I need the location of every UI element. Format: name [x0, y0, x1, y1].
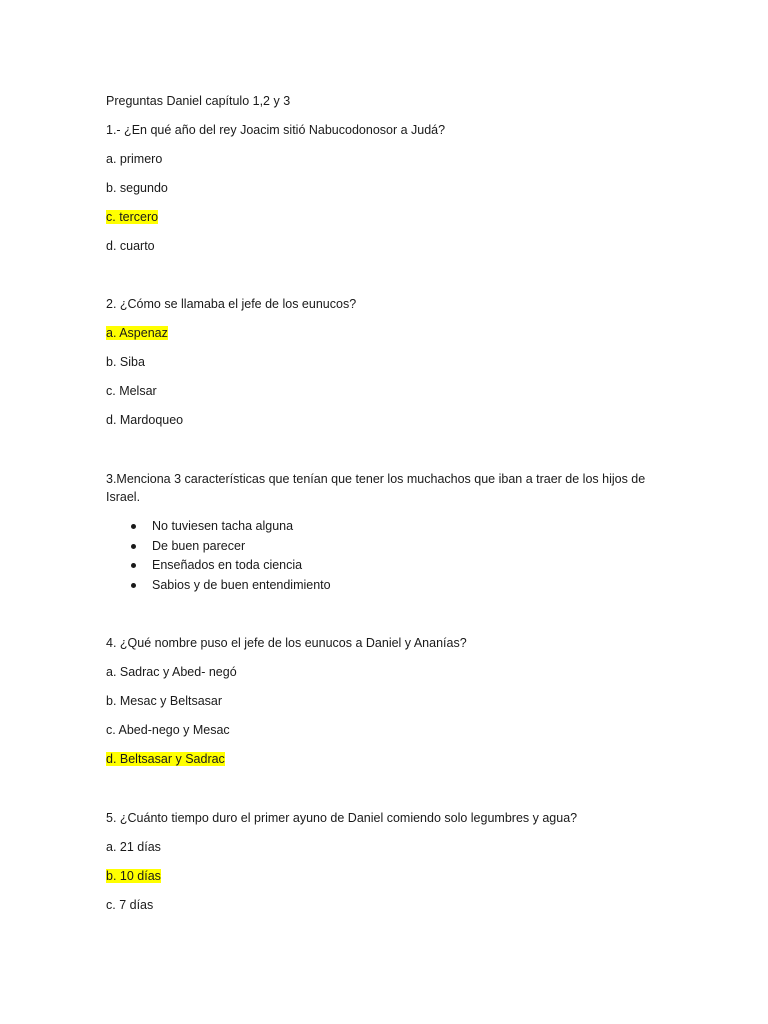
document-title: Preguntas Daniel capítulo 1,2 y 3 — [106, 94, 291, 108]
q1-option-c-answer — [106, 209, 158, 225]
q2-option-c: c. Melsar — [106, 384, 157, 398]
list-item-text: No tuviesen tacha alguna — [152, 519, 294, 533]
question-5: 5. ¿Cuánto tiempo duro el primer ayuno de Daniel comiendo solo legumbres y agua? — [106, 811, 578, 825]
q5-option-a: a. 21 días — [106, 840, 161, 854]
list-item — [106, 576, 331, 596]
highlight-mark: c. tercero — [106, 210, 159, 224]
q2-option-b: b. Siba — [106, 355, 145, 369]
q4-option-a: a. Sadrac y Abed- negó — [106, 665, 237, 679]
bullet-icon — [131, 563, 136, 568]
list-item — [106, 556, 331, 576]
list-item-text: Sabios y de buen entendimiento — [152, 577, 331, 592]
q4-option-d-answer — [106, 751, 225, 767]
q2-option-d: d. Mardoqueo — [106, 413, 184, 427]
q3-bullet-list — [106, 517, 331, 595]
q5-option-c: c. 7 días — [106, 898, 154, 912]
q2-option-a-answer — [106, 325, 168, 341]
highlight-mark: b. 10 días — [106, 869, 161, 883]
q4-option-b: b. Mesac y Beltsasar — [106, 694, 223, 708]
q1-option-a: a. primero — [106, 152, 163, 166]
highlight-mark: a. Aspenaz — [106, 326, 168, 340]
bullet-icon — [131, 583, 136, 588]
list-item-text: De buen parecer — [152, 538, 246, 553]
list-item-text: Enseñados en toda ciencia — [152, 558, 303, 572]
bullet-icon — [131, 544, 136, 549]
question-4: 4. ¿Qué nombre puso el jefe de los eunucos a Daniel y Ananías? — [106, 636, 467, 650]
question-1: 1.- ¿En qué año del rey Joacim sitió Nabucodonosor a Judá? — [106, 123, 446, 137]
highlight-mark: d. Beltsasar y Sadrac — [106, 752, 225, 766]
bullet-icon — [131, 524, 136, 529]
question-3: 3.Menciona 3 características que tenían que tener los muchachos que iban a traer de los hijos de Israel. — [106, 472, 646, 504]
question-2: 2. ¿Cómo se llamaba el jefe de los eunucos? — [106, 297, 357, 311]
q1-option-b: b. segundo — [106, 181, 168, 195]
q5-option-b-answer — [106, 868, 161, 884]
q4-option-c: c. Abed-nego y Mesac — [106, 723, 230, 737]
list-item — [106, 537, 331, 557]
list-item — [106, 517, 331, 537]
q1-option-d: d. cuarto — [106, 239, 155, 253]
